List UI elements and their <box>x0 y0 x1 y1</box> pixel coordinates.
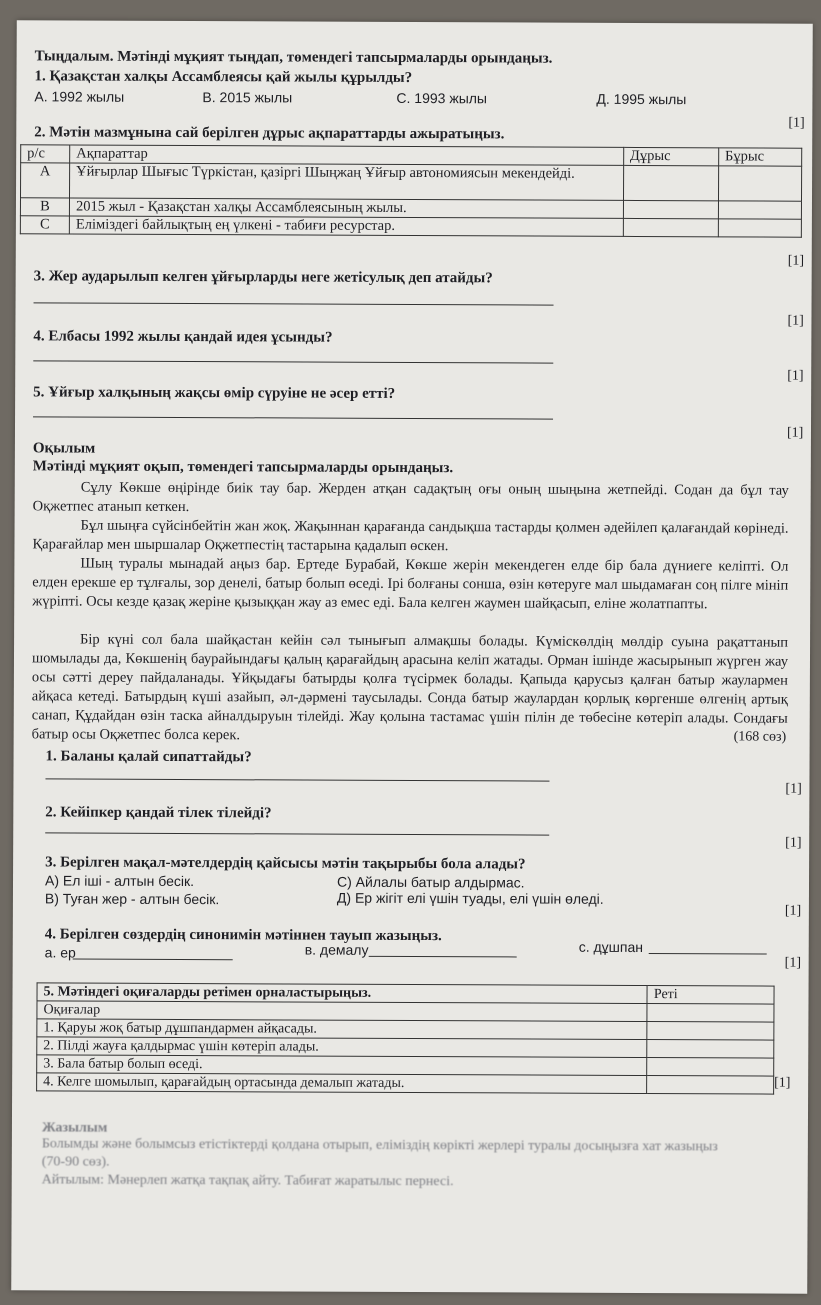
answer-cell-true[interactable] <box>623 200 718 218</box>
synonym-item-a: а. ер <box>44 944 76 961</box>
q1-option-a: А. 1992 жылы <box>34 88 125 105</box>
listening-q1-question: 1. Қазақстан халқы Ассамблеясы қай жылы құрылды? <box>34 68 413 86</box>
table-header-events: 5. Мәтіндегі оқиғаларды ретімен орналастырыңыз. <box>37 983 647 1004</box>
answer-line[interactable] <box>369 956 517 958</box>
table-row: 2. Пілді жауға қалдырмас үшін көтеріп алады. <box>37 1037 774 1058</box>
listening-q5-question: 5. Ұйғыр халқының жақсы өмір сүруіне не әсер етті? <box>33 384 396 402</box>
order-cell[interactable] <box>647 1058 774 1077</box>
answer-line[interactable] <box>33 360 553 363</box>
synonym-item-c: с. дұшпан <box>578 938 644 956</box>
q3-option-a: А) Ел іші - алтын бесік. <box>44 872 195 890</box>
answer-line[interactable] <box>34 302 554 305</box>
reading-paragraph: Сұлу Көкше өңірінде биік тау бар. Жерден атқан садақтың оғы оның шыңына жетпейді. Содан да бұл тау Оқжетпес атанып кеткен. <box>32 479 789 516</box>
answer-line[interactable] <box>73 959 233 961</box>
info-true-false-table <box>20 144 802 237</box>
listening-q2-mark: [1] <box>787 253 805 269</box>
q1-option-d: Д. 1995 жылы <box>596 90 687 108</box>
word-count: (168 сөз) <box>733 729 787 745</box>
listening-q3-mark: [1] <box>787 313 804 329</box>
answer-cell-false[interactable] <box>718 166 801 201</box>
table-header-info: Ақпараттар <box>70 145 624 165</box>
synonym-item-b: в. демалу <box>304 941 369 958</box>
table-header-number: р/с <box>21 145 70 163</box>
answer-cell-true[interactable] <box>623 218 718 236</box>
table-header-true: Дұрыс <box>623 147 718 165</box>
reading-instruction: Мәтінді мұқият оқып, төмендегі тапсырмаларды орындаңыз. <box>32 458 454 477</box>
table-row: 3. Бала батыр болып өседі. <box>37 1055 774 1076</box>
listening-instruction: Тыңдалым. Мәтінді мұқият тыңдап, төмендегі тапсырмаларды орындаңыз. <box>34 48 553 67</box>
q1-option-c: С. 1993 жылы <box>396 89 488 107</box>
speaking-task: Айтылым: Мәнерлеп жатқа тақпақ айту. Табиғат жаратылыс пернесі. <box>41 1172 454 1190</box>
listening-q4-question: 4. Елбасы 1992 жылы қандай идея ұсынды? <box>33 328 333 346</box>
writing-task: Болымды және болымсыз етістіктерді қолдана отырып, еліміздің көрікті жерлері туралы досыңызға хат жазыңыз <box>41 1136 718 1155</box>
reading-paragraph: Бұл шыңға сүйсінбейтін жан жоқ. Жақыннан қарағанда сандықша тастарды қолмен әдейілеп қалағандай көрінеді. Қарағайлар мен шыршалар Оқжетпестің тастарына қадалып өскен. <box>32 517 789 555</box>
order-cell[interactable] <box>647 1004 774 1023</box>
table-row: В 2015 жыл - Қазақстан халқы Ассамблеясының жылы. <box>20 198 801 219</box>
reading-q1-mark: [1] <box>785 781 802 797</box>
order-cell[interactable] <box>647 1040 774 1059</box>
reading-q4-mark: [1] <box>784 955 802 971</box>
answer-cell-true[interactable] <box>623 165 718 200</box>
table-row: А Ұйғырлар Шығыс Түркістан, қазіргі Шыңжаң Ұйғыр автономиясын мекендейді. <box>20 163 801 201</box>
listening-q3-question: 3. Жер аударылып келген ұйғырларды неге жетісулық деп атайды? <box>33 268 493 287</box>
reading-paragraph: Бір күні сол бала шайқастан кейін сәл тынығып алмақшы болады. Күміскөлдің мөлдір суына рақаттанып шомылады да, Көкшенің баурайындағы қалың қарағайдың арасына келіп жатады. Орман ішінде жасырынып жүрген жау осы сәтті дереу пайдаланады. Ұйқыдағы батырды қолға түсірмек болады. Қапыда қаруcыз қалған батыр жаулармен айқаса кетеді. Батырдың күші азайып, әл-дәрмені таусылады. Сонда батыр жаулардан қорлық көргенше өлгенің артық санап, Құдайдан өзін таска айналдыруын тілейді. Жау қолына тастамас үшін пілін де төбесіне көтеріп алады. Сондағы батыр осы Оқжетпес болса керек. <box>31 631 789 744</box>
listening-q5-mark: [1] <box>786 425 804 441</box>
reading-q4-question: 4. Берілген сөздердің синонимін мәтіннен тауып жазыңыз. <box>44 926 442 945</box>
answer-cell-false[interactable] <box>718 219 801 237</box>
event-order-table <box>36 982 774 1094</box>
reading-q1-question: 1. Баланы қалай сипаттайды? <box>45 748 252 766</box>
answer-line[interactable] <box>45 832 549 835</box>
reading-q2-mark: [1] <box>785 835 802 851</box>
table-row: С Еліміздегі байлықтың ең үлкені - табиғи ресурстар. <box>20 216 801 237</box>
q3-option-c: С) Айлалы батыр алдырмас. <box>336 873 525 891</box>
listening-q1-mark: [1] <box>788 115 805 131</box>
reading-paragraph: Шың туралы мынадай аңыз бар. Ертеде Бурабай, Көкше жерін мекендеген елде бір бала дүниеге келіпті. Ол елден ерекше ер тұлғалы, зор денелі, батыр болып өседі. Ірі болғаны сонша, өзін көтеруге мал шыдамаған соң пілге мініп жүріпті. Осы кезде қазақ жеріне қызыққан жау аз емес еді. Бала келген жаумен шайқасып, еліне жолатпапты. <box>32 555 789 613</box>
writing-title: Жазылым <box>41 1120 108 1136</box>
writing-word-range: (70-90 сөз). <box>41 1154 110 1170</box>
q3-option-d: Д) Ер жігіт елі үшін туады, елі үшін өледі. <box>336 889 604 907</box>
answer-line[interactable] <box>649 953 767 955</box>
answer-cell-false[interactable] <box>718 201 801 219</box>
worksheet-page <box>11 20 813 1293</box>
q3-option-b: В) Туған жер - алтын бесік. <box>44 890 220 908</box>
table-header-false: Бұрыс <box>719 148 802 166</box>
order-cell[interactable] <box>647 1022 774 1041</box>
table-header-order: Реті <box>647 986 774 1005</box>
listening-q4-mark: [1] <box>787 368 804 384</box>
reading-q2-question: 2. Кейіпкер қандай тілек тілейді? <box>45 804 272 822</box>
answer-line[interactable] <box>45 778 549 781</box>
listening-q2-question: 2. Мәтін мазмұнына сай берілген дұрыс ақпараттарды ажыратыңыз. <box>34 124 505 143</box>
reading-q5-mark: [1] <box>774 1075 791 1091</box>
q1-option-b: В. 2015 жылы <box>202 89 293 106</box>
reading-q3-mark: [1] <box>784 903 802 919</box>
table-row: 1. Қаруы жоқ батыр дұшпандармен айқасады. <box>37 1019 774 1040</box>
reading-q3-question: 3. Берілген мақал-мәтелдердің қайсысы мәтін тақырыбы бола алады? <box>45 854 526 873</box>
answer-line[interactable] <box>33 416 553 419</box>
table-subheader: Оқиғалар <box>37 1001 647 1022</box>
table-row: 4. Келге шомылып, қарағайдың ортасында демалып жатады. <box>37 1073 774 1094</box>
reading-title: Оқылым <box>32 440 96 457</box>
order-cell[interactable] <box>647 1076 774 1095</box>
